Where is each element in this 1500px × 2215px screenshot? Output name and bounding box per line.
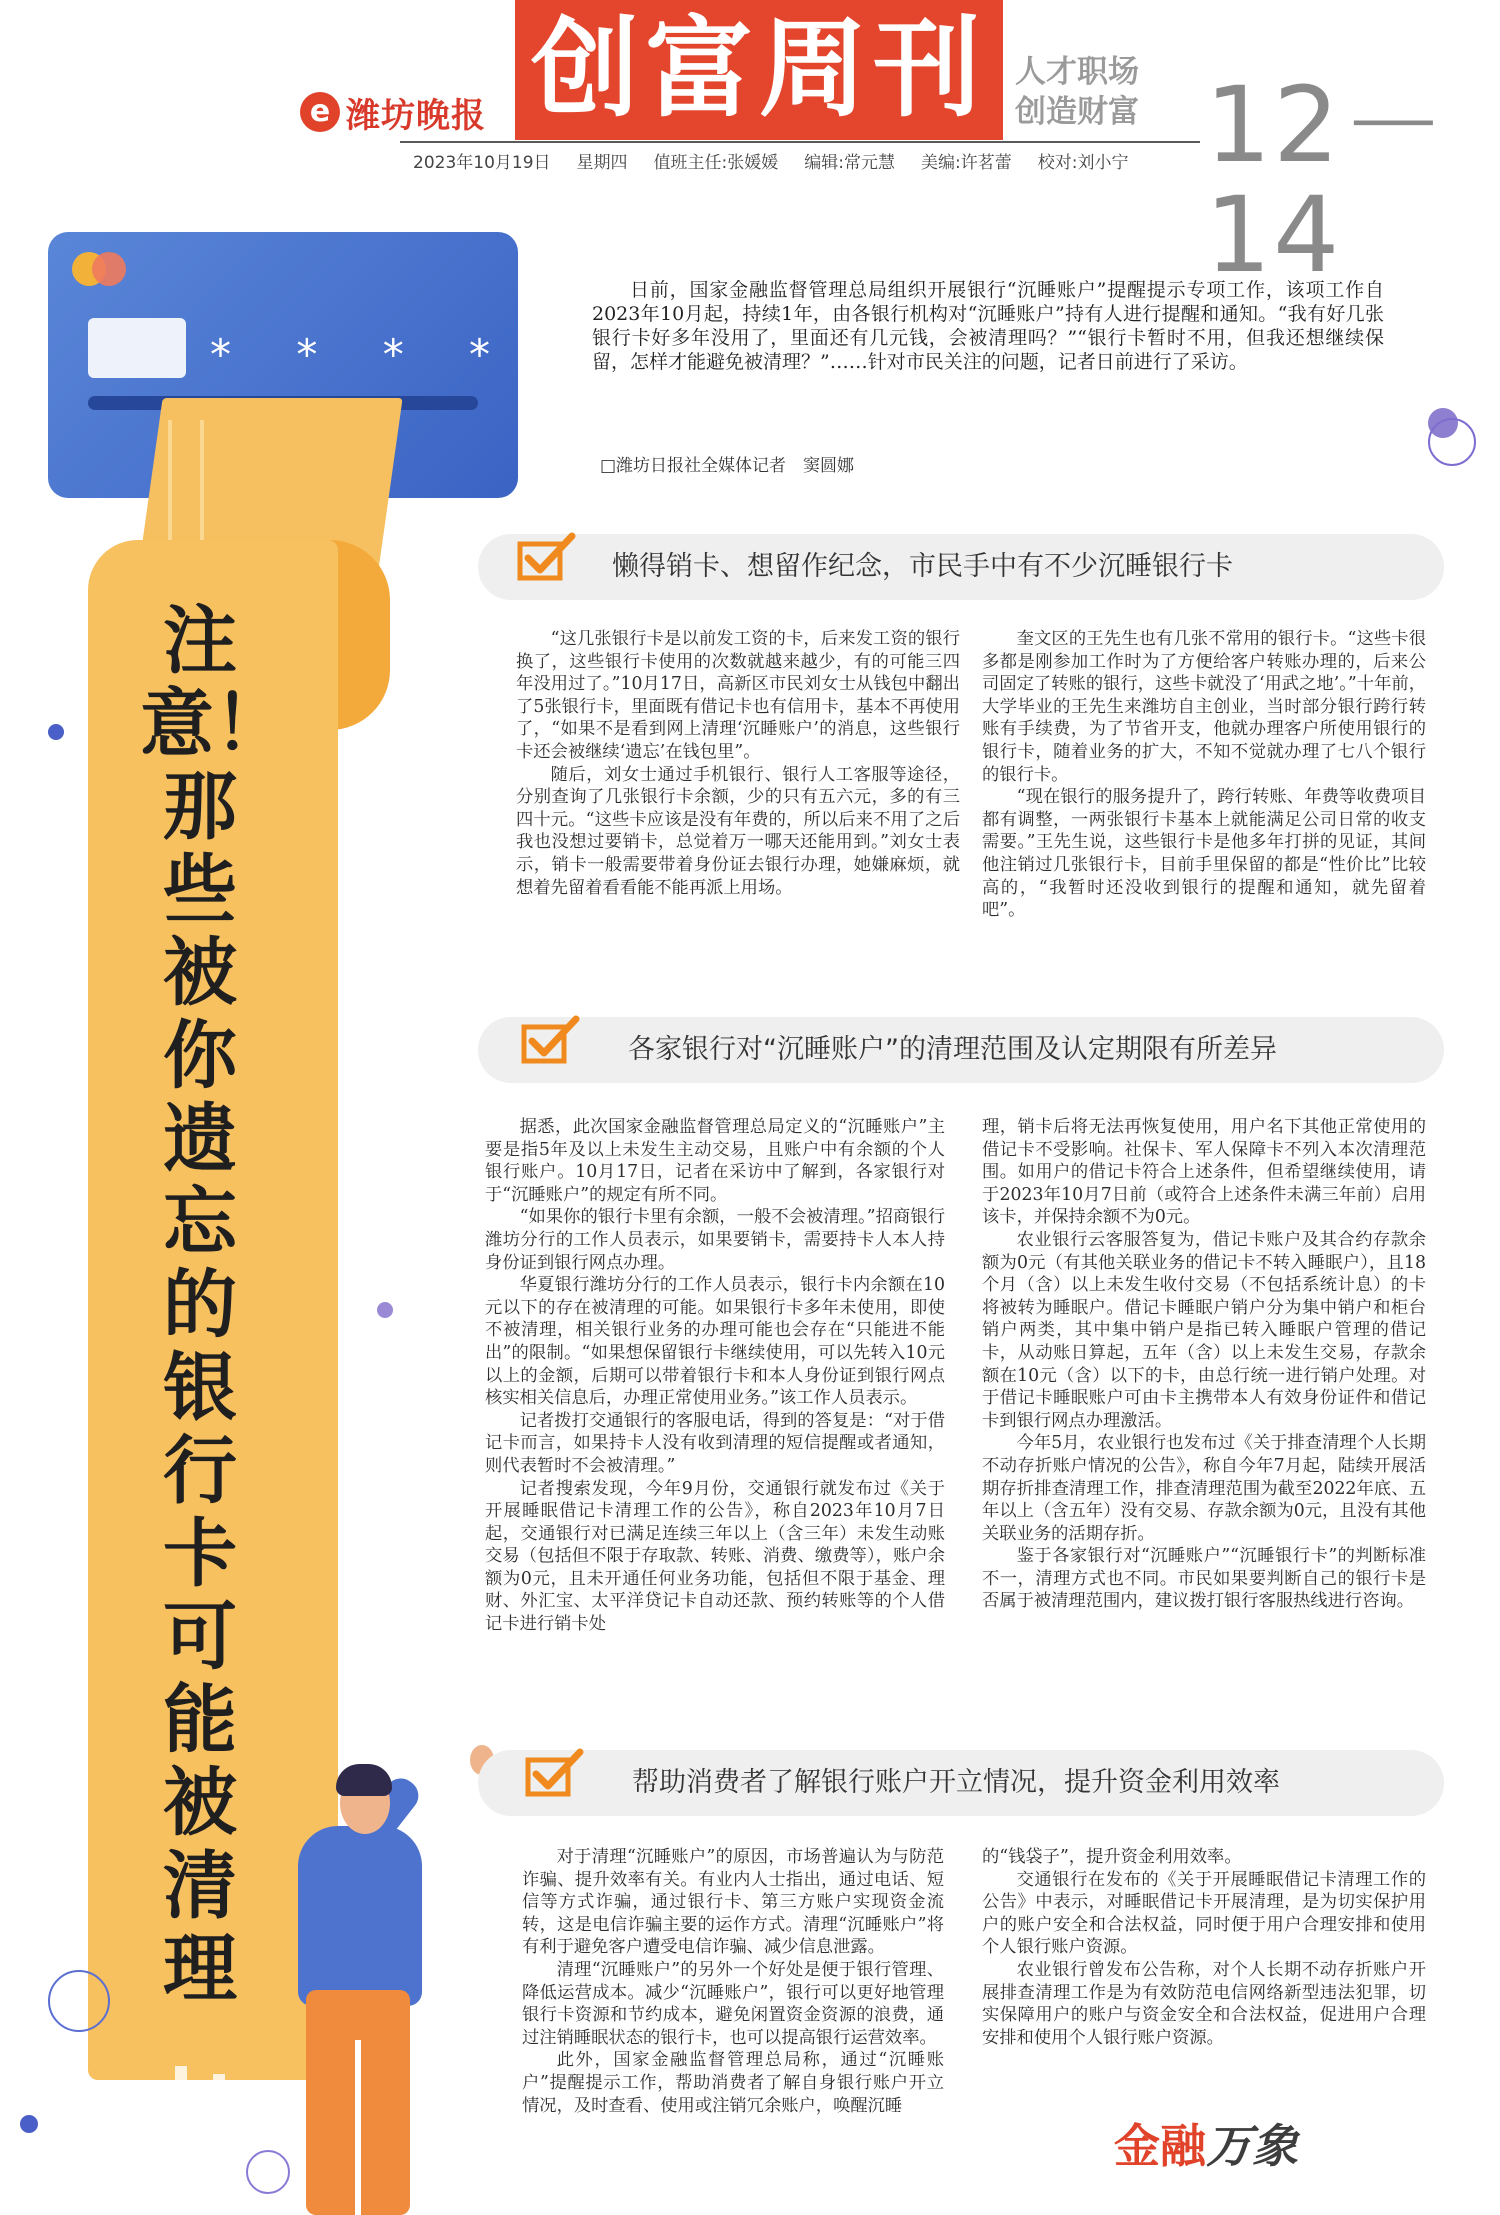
checkbox-icon [524, 1746, 584, 1798]
deco-dot-icon [20, 2115, 38, 2133]
section-3-left-column [522, 1846, 944, 2117]
main-headline: 注意！那些被你遗忘的银行卡可能被清理 [140, 598, 288, 2012]
section-1-right-column [982, 628, 1426, 922]
paragraph: 据悉，此次国家金融监督管理总局定义的“沉睡账户”主要是指5年及以上未发生主动交易，且账户中有余额的个人银行账户。10月17日，记者在采访中了解到，各家银行对于“沉睡账户”的规定有所不同。 [485, 1117, 945, 1205]
paragraph: 记者拨打交通银行的客服电话，得到的答复是：“对于借记卡而言，如果持卡人没有收到清理的短信提醒或者通知，则代表暂时不会被清理。” [485, 1410, 945, 1476]
issue-weekday: 星期四 [576, 153, 628, 173]
duty-editor: 值班主任:张媛媛 [653, 153, 779, 173]
proofreader: 校对:刘小宁 [1037, 153, 1129, 173]
figure-body [298, 1826, 422, 2006]
section-1-title: 懒得销卡、想留作纪念，市民手中有不少沉睡银行卡 [612, 551, 1233, 582]
deco-dot-icon [48, 724, 64, 740]
paragraph: 记者搜索发现，今年9月份，交通银行就发布过《关于开展睡眠借记卡清理工作的公告》，称自2023年10月7日起，交通银行对已满足连续三年以上（含三年）未发生动账交易（包括但不限于存取款、转账、消费、缴费等），账户余额为0元，且未开通任何业务功能，包括但不限于基金、理财、外汇宝、太平洋贷记卡自动还款、预约转账等的个人借记卡进行销卡处 [485, 1478, 945, 1635]
paper-logo [300, 90, 486, 134]
column-brand-logo [1114, 2118, 1298, 2174]
slogan-line-2: 创造财富 [1015, 94, 1139, 130]
checkbox-icon [516, 530, 576, 582]
paragraph: “如果你的银行卡里有余额，一般不会被清理。”招商银行潍坊分行的工作人员表示，如果要销卡，需要持卡人本人持身份证到银行网点办理。 [485, 1207, 945, 1273]
paragraph: 农业银行云客服答复为，借记卡账户及其合约存款余额为0元（有其他关联业务的借记卡不转入睡眠户），且18个月（含）以上未发生收付交易（不包括系统计息）的卡将被转为睡眠户。借记卡睡眠户销户分为集中销户和柜台销户两类，其中集中销户是指已转入睡眠户管理的借记卡，从动账日算起，五年（含）以上未发生交易，存款余额在10元（含）以下的卡，由总行统一进行销户处理。对于借记卡睡眠账户可由卡主携带本人有效身份证件和借记卡到银行网点办理激活。 [982, 1229, 1426, 1431]
paragraph: 理，销卡后将无法再恢复使用，用户名下其他正常使用的借记卡不受影响。社保卡、军人保障卡不列入本次清理范围。如用户的借记卡符合上述条件，但希望继续使用，请于2023年10月7日前（或符合上述条件未满三年前）启用该卡，并保持余额不为0元。 [982, 1117, 1426, 1228]
card-chip-icon [88, 318, 186, 378]
section-2-right-column [982, 1116, 1426, 1613]
deco-ring-icon [48, 1970, 110, 2032]
section-title: 创富周刊 [530, 7, 987, 132]
section-3-title: 帮助消费者了解银行账户开立情况，提升资金利用效率 [632, 1767, 1280, 1798]
slogan-line-1: 人才职场 [1015, 54, 1139, 90]
paragraph: 奎文区的王先生也有几张不常用的银行卡。“这些卡很多都是刚参加工作时为了方便给客户转账办理的，后来公司固定了转账的银行，这些卡就没了‘用武之地’。”十年前，大学毕业的王先生来潍坊自主创业，当时部分银行跨行转账有手续费，为了节省开支，他就办理客户所使用银行的银行卡，随着业务的扩大，不知不觉就办理了七八个银行的银行卡。 [982, 629, 1426, 785]
paragraph: “现在银行的服务提升了，跨行转账、年费等收费项目都有调整，一两张银行卡基本上就能满足公司日常的收支需要。”王先生说，这些银行卡是他多年打拼的见证，其间他注销过几张银行卡，目前手里保留的都是“性价比”比较高的，“我暂时还没收到银行的提醒和通知，就先留着吧”。 [982, 787, 1426, 921]
credits-line [413, 148, 1154, 173]
paper-name: 潍坊晚报 [346, 95, 486, 136]
paragraph: 今年5月，农业银行也发布过《关于排查清理个人长期不动存折账户情况的公告》，称自今年7月起，陆续开展活期存折排查清理工作，排查清理范围为截至2022年底、五年以上（含五年）没有交易、存款余额为0元，且没有其他关联业务的活期存折。 [982, 1433, 1426, 1544]
section-2-left-column [485, 1116, 945, 1636]
deco-ring-icon [1428, 418, 1476, 466]
section-1-left-column [516, 628, 960, 899]
paragraph: 鉴于各家银行对“沉睡账户”“沉睡银行卡”的判断标准不一，清理方式也不同。市民如果要判断自己的银行卡是否属于被清理范围内，建议拨打银行客服热线进行咨询。 [982, 1546, 1426, 1612]
art-editor: 美编:许茗蕾 [921, 153, 1012, 173]
bar-graphic-icon [118, 2060, 268, 2130]
brand-part-1: 金融 [1114, 2119, 1206, 2173]
paragraph: 华夏银行潍坊分行的工作人员表示，银行卡内余额在10元以下的存在被清理的可能。如果银行卡多年未使用，即使不被清理，相关银行业务的办理可能也会存在“只能进不能出”的限制。“如果想保留银行卡继续使用，可以先转入10元以上的金额，后期可以带着银行卡和本人身份证到银行网点核实相关信息后，办理正常使用业务。”该工作人员表示。 [485, 1275, 945, 1409]
masthead-divider [400, 141, 1200, 143]
lead-paragraph: 日前，国家金融监督管理总局组织开展银行“沉睡账户”提醒提示专项工作，该项工作自2023年10月起，持续1年，由各银行机构对“沉睡账户”持有人进行提醒和通知。“我有好几张银行卡好多年没用了，里面还有几元钱，会被清理吗？”“银行卡暂时不用，但我还想继续保留，怎样才能避免被清理？”……针对市民关注的问题，记者日前进行了采访。 [592, 279, 1384, 373]
paragraph: 此外，国家金融监督管理总局称，通过“沉睡账户”提醒提示工作，帮助消费者了解自身银行账户开立情况，及时查看、使用或注销冗余账户，唤醒沉睡 [522, 2050, 944, 2116]
paragraph: 随后，刘女士通过手机银行、银行人工客服等途径，分别查询了几张银行卡余额，少的只有五六元，多的有三四十元。“这些卡应该是没有年费的，所以后来不用了之后我也没想过要销卡，总觉着万一哪天还能用到。”刘女士表示，销卡一般需要带着身份证去银行办理，她嫌麻烦，就想着先留着看看能不能再派上用场。 [516, 764, 960, 898]
byline: □潍坊日报社全媒体记者 窦圆娜 [600, 456, 855, 476]
paragraph: 交通银行在发布的《关于开展睡眠借记卡清理工作的公告》中表示，对睡眠借记卡开展清理，是为切实保护用户的账户安全和合法权益，同时便于用户合理安排和使用个人银行账户资源。 [982, 1869, 1426, 1958]
deco-dot-icon [377, 1302, 393, 1318]
paper-logo-icon: e [300, 92, 340, 132]
section-2-title: 各家银行对“沉睡账户”的清理范围及认定期限有所差异 [628, 1034, 1277, 1065]
paragraph: 对于清理“沉睡账户”的原因，市场普遍认为与防范诈骗、提升效率有关。有业内人士指出，通过电话、短信等方式诈骗，通过银行卡、第三方账户实现资金流转，这是电信诈骗主要的运作方式。清理“沉睡账户”将有利于避免客户遭受电信诈骗、减少信息泄露。 [522, 1847, 944, 1958]
editor: 编辑:常元慧 [804, 153, 895, 173]
masthead-slogan [1015, 52, 1139, 132]
figure-leg-gap [355, 2040, 361, 2215]
figure-hair [336, 1764, 392, 1796]
deco-ring-icon [246, 2150, 290, 2194]
issue-date: 2023年10月19日 [413, 153, 551, 173]
paragraph: “这几张银行卡是以前发工资的卡，后来发工资的银行换了，这些银行卡使用的次数就越来越少，有的可能三四年没用过了。”10月17日，高新区市民刘女士从钱包中翻出了5张银行卡，里面既有借记卡也有信用卡，基本不再使用了，“如果不是看到网上清理‘沉睡账户’的消息，这些银行卡还会被继续‘遗忘’在钱包里”。 [516, 629, 960, 762]
brand-part-2: 万象 [1206, 2119, 1298, 2173]
paragraph: 农业银行曾发布公告称，对个人长期不动存折账户开展排查清理工作是为有效防范电信网络新型违法犯罪，切实保障用户的账户与资金安全和合法权益，促进用户合理安排和使用个人银行账户资源。 [982, 1959, 1426, 2048]
card-number-mask: * * * * * [210, 330, 603, 379]
page-numbers: 12－14 [1205, 64, 1448, 296]
checkbox-icon [520, 1013, 580, 1065]
section-3-right-column [982, 1846, 1426, 2049]
card-logo-circle-icon [92, 252, 126, 286]
paragraph: 清理“沉睡账户”的另外一个好处是便于银行管理、降低运营成本。减少“沉睡账户”，银行可以更好地管理银行卡资源和节约成本，避免闲置资金资源的浪费，通过注销睡眠状态的银行卡，也可以提高银行运营效率。 [522, 1959, 944, 2048]
paragraph: 的“钱袋子”，提升资金利用效率。 [982, 1847, 1242, 1867]
